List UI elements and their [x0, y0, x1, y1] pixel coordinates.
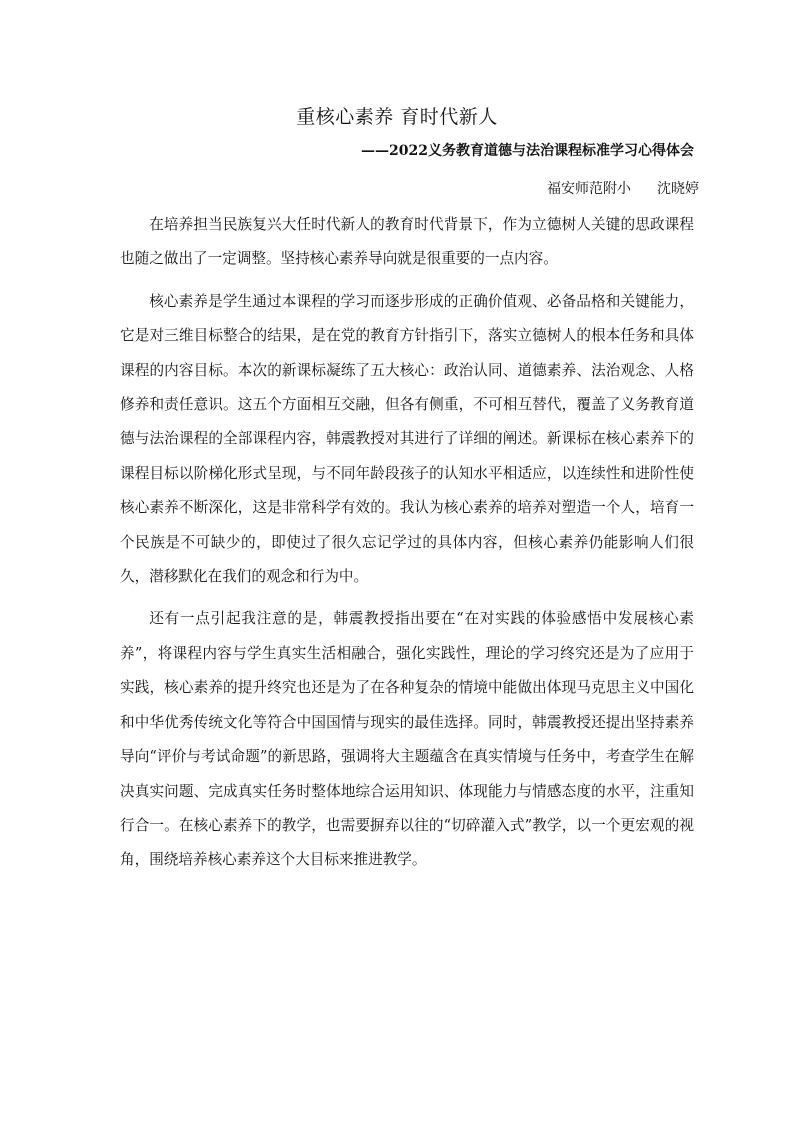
- document-title: 重核心素养 育时代新人: [296, 106, 498, 128]
- paragraph-1: 在培养担当民族复兴大任时代新人的教育时代背景下，作为立德树人关键的思政课程也随之做出了一定调整。坚持核心素养导向就是很重要的一点内容。: [120, 216, 694, 268]
- document-body: [120, 208, 694, 886]
- author-school: 福安师范附小: [547, 181, 631, 197]
- author-name: 沈晓婷: [657, 181, 699, 197]
- document-subtitle: ——2022义务教育道德与法治课程标准学习心得体会: [361, 143, 694, 159]
- paragraph-3: 还有一点引起我注意的是，韩震教授指出要在“在对实践的体验感悟中发展核心素养”，将课程内容与学生真实生活相融合，强化实践性，理论的学习终究还是为了应用于实践，核心素养的提升终究也还是为了在各种复杂的情境中能做出体现马克思主义中国化和中华优秀传统文化等符合中国国情与现实的最佳选择。同时，韩震教授还提出坚持素养导向“评价与考试命题”的新思路，强调将大主题蕴含在真实情境与任务中，考查学生在解决真实问题、完成真实任务时整体地综合运用知识、体现能力与情感态度的水平，注重知行合一。在核心素养下的教学，也需要摒弃以往的“切碎灌入式”教学，以一个更宏观的视角，围绕培养核心素养这个大目标来推进教学。: [120, 610, 694, 869]
- author-line: [547, 178, 699, 198]
- paragraph-2: 核心素养是学生通过本课程的学习而逐步形成的正确价值观、必备品格和关键能力，它是对三维目标整合的结果，是在党的教育方针指引下，落实立德树人的根本任务和具体课程的内容目标。本次的新课标凝练了五大核心：政治认同、道德素养、法治观念、人格修养和责任意识。这五个方面相互交融，但各有侧重，不可相互替代，覆盖了义务教育道德与法治课程的全部课程内容，韩震教授对其进行了详细的阐述。新课标在核心素养下的课程目标以阶梯化形式呈现，与不同年龄段孩子的认知水平相适应，以连续性和进阶性使核心素养不断深化，这是非常科学有效的。我认为核心素养的培养对塑造一个人，培育一个民族是不可缺少的，即使过了很久忘记学过的具体内容，但核心素养仍能影响人们很久，潜移默化在我们的观念和行为中。: [120, 292, 694, 586]
